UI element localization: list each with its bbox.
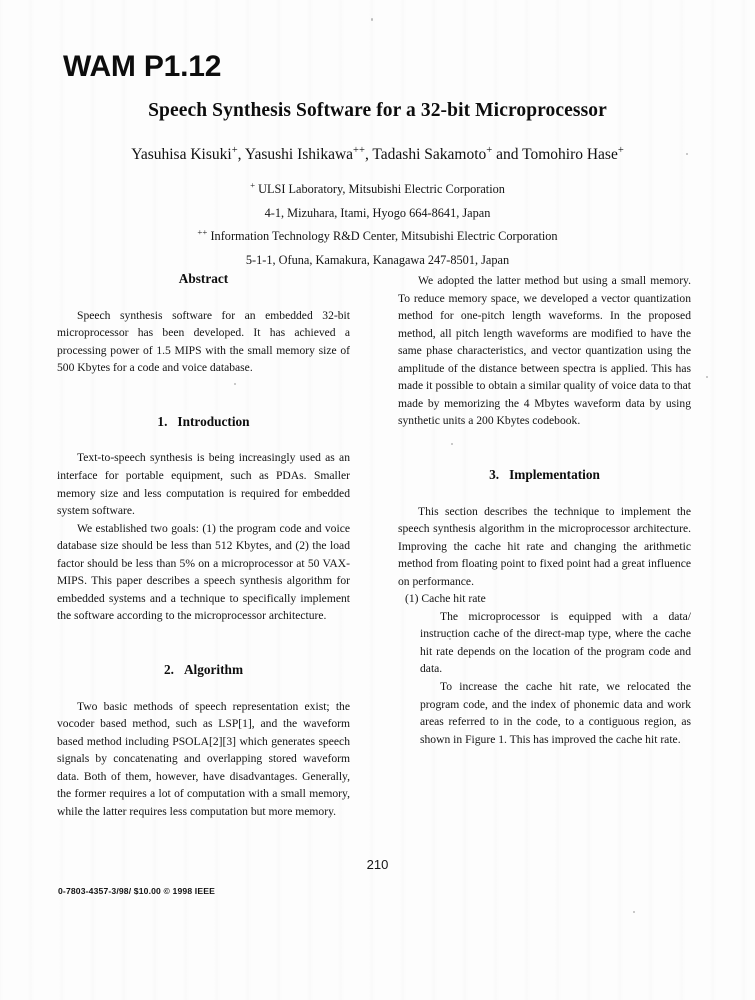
affiliation-block [0, 176, 755, 270]
author-affiliation-marker-1: + [231, 145, 238, 156]
right-column [398, 272, 691, 748]
section-3-heading [398, 468, 691, 483]
author-name-3: , Tadashi Sakamoto [364, 146, 487, 164]
section-2-paragraph: Two basic methods of speech representation exist; the vocoder based method, such as LSP[1], and the waveform based method including PSOLA[2][3] which generates speech signals by concatenating and overlapping stored waveform data. Both of them, however, have disadvantages. Generally, the former requires a lot of computation with a small memory, while the latter requires less computation but more memory. [57, 699, 350, 818]
subsection-paragraph: To increase the cache hit rate, we relocated the program code, and the index of phonemic data and work areas referred to in the code, to a contiguous region, as shown in Figure 1. This has improved the cache hit rate. [420, 680, 691, 746]
section-1-heading [57, 415, 350, 430]
section-3-paragraph: This section describes the technique to implement the speech synthesis algorithm in the microprocessor architecture. Improving the cache hit rate and changing the arithmetic method from floating point to fixed point had a great influence on performance. [398, 504, 691, 588]
affiliation-marker: + [250, 180, 256, 190]
author-name-4: and Tomohiro Hase [492, 146, 618, 164]
section-1-paragraph: Text-to-speech synthesis is being increasingly used as an interface for portable equipment, such as PDAs. Smaller memory size and less computation is required for embedded system software. [57, 451, 350, 518]
page-number: 210 [366, 857, 389, 872]
section-1-paragraph: We established two goals: (1) the program code and voice database size should be less than 512 Kbytes, and (2) the load factor should be less than 5% on a microprocessor at 50 VAX-MIPS. This paper describes a speech synthesis algorithm for embedded systems and a technique to specifically implement the software according to the microprocessor architecture. [57, 521, 350, 623]
affiliation-text: 5-1-1, Ofuna, Kamakura, Kanagawa 247-8501, Japan [245, 252, 510, 267]
section-3-title: Implementation [509, 466, 600, 482]
affiliation-text: ULSI Laboratory, Mitsubishi Electric Corporation [255, 182, 505, 197]
section-1-title: Introduction [177, 413, 250, 429]
author-name-2: , Yasushi Ishikawa [237, 146, 354, 164]
affiliation-text: Information Technology R&D Center, Mitsubishi Electric Corporation [207, 229, 558, 244]
author-affiliation-marker-3: + [486, 145, 493, 156]
abstract-heading: Abstract [178, 271, 229, 286]
author-affiliation-marker-4: + [617, 145, 624, 156]
scan-speck [633, 911, 635, 913]
affiliation-text: 4-1, Mizuhara, Itami, Hyogo 664-8641, Japan [264, 205, 491, 220]
scan-speck [371, 18, 373, 21]
section-2-title: Algorithm [183, 661, 244, 677]
affiliation-line [0, 247, 755, 271]
section-3-number: 3. [489, 466, 500, 482]
affiliation-line [0, 200, 755, 224]
author-affiliation-marker-2: ++ [353, 145, 365, 156]
author-name-1: Yasuhisa Kisuki [131, 146, 232, 164]
section-2-heading [57, 663, 350, 678]
affiliation-line [0, 176, 755, 200]
subsection-label: (1) Cache hit rate [405, 592, 486, 606]
section-2-continued-paragraph: We adopted the latter method but using a small memory. To reduce memory space, we developed a vector quantization method for one-pitch length waveforms. In the proposed method, all pitch length waveforms are modified to have the same phase characteristics, and vector quantization using the amplitude of the distance between spectra is applied. This has made it possible to obtain a similar quality of voice data to that made by memorizing the 4 Mbytes waveform data by using synthetic units a 200 Kbytes codebook. [398, 274, 691, 428]
left-column [57, 272, 350, 820]
subsection-paragraph: The microprocessor is equipped with a data/ instruction cache of the direct-map type, where the cache hit rate depends on the location of the program code and data. [420, 609, 691, 676]
affiliation-marker: ++ [197, 227, 208, 237]
page-title: Speech Synthesis Software for a 32-bit Microprocessor [148, 100, 607, 121]
scan-speck [706, 376, 708, 378]
author-list [0, 145, 755, 164]
abstract-body: Speech synthesis software for an embedded 32-bit microprocessor has been developed. It has achieved a processing power of 1.5 MIPS with the small memory size of 500 Kbytes for a code and voice database. [57, 308, 350, 375]
copyright-notice: 0-7803-4357-3/98/ $10.00 © 1998 IEEE [58, 886, 215, 896]
section-1-number: 1. [157, 413, 168, 429]
affiliation-line [0, 223, 755, 247]
session-identifier: WAM P1.12 [63, 50, 222, 83]
section-2-number: 2. [163, 661, 174, 677]
